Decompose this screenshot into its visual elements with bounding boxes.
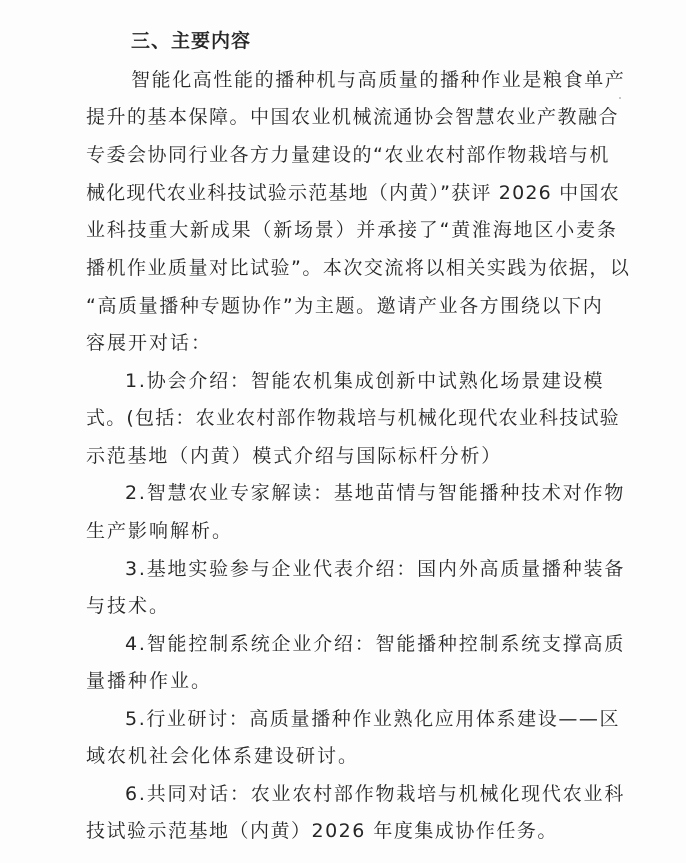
- list-item-line: 量播种作业。: [86, 670, 213, 692]
- list-item-line: 1.协会介绍：智能农机集成创新中试熟化场景建设模: [125, 370, 605, 392]
- list-item-line: 6.共同对话：农业农村部作物栽培与机械化现代农业科: [125, 783, 626, 805]
- list-item-line: 4.智能控制系统企业介绍：智能播种控制系统支撑高质: [125, 633, 626, 655]
- list-item-line: 域农机社会化体系建设研讨。: [86, 745, 360, 767]
- list-item-line: 示范基地（内黄）模式介绍与国际标杆分析）: [86, 445, 503, 467]
- paragraph-line: 播机作业质量对比试验”。本次交流将以相关实践为依据，以: [86, 257, 631, 279]
- list-item-line: 生产影响解析。: [86, 520, 234, 542]
- paragraph-line: 专委会协同行业各方力量建设的“农业农村部作物栽培与机: [86, 144, 610, 166]
- list-item-line: 式。(包括：农业农村部作物栽培与机械化现代农业科技试验: [86, 407, 620, 429]
- paragraph-line: “高质量播种专题协作”为主题。邀请产业各方围绕以下内: [86, 295, 604, 317]
- paragraph-line: 提升的基本保障。中国农业机械流通协会智慧农业产教融合: [86, 106, 620, 128]
- paragraph-line: 容展开对话：: [86, 332, 213, 354]
- paragraph-line: 智能化高性能的播种机与高质量的播种作业是粮食单产: [131, 69, 626, 91]
- list-item-line: 技试验示范基地（内黄）2026 年度集成协作任务。: [86, 820, 558, 842]
- paragraph-line: 业科技重大新成果（新场景）并承接了“黄淮海地区小麦条: [86, 219, 618, 241]
- paragraph-line: 械化现代农业科技试验示范基地（内黄）”获评 2026 中国农: [86, 182, 620, 204]
- scan-speck: [619, 97, 621, 99]
- list-item-line: 2.智慧农业专家解读：基地苗情与智能播种技术对作物: [125, 482, 626, 504]
- list-item-line: 3.基地实验参与企业代表介绍：国内外高质量播种装备: [125, 558, 626, 580]
- list-item-line: 5.行业研讨：高质量播种作业熟化应用体系建设——区: [125, 708, 621, 730]
- section-heading: 三、主要内容: [131, 30, 252, 52]
- list-item-line: 与技术。: [86, 595, 171, 617]
